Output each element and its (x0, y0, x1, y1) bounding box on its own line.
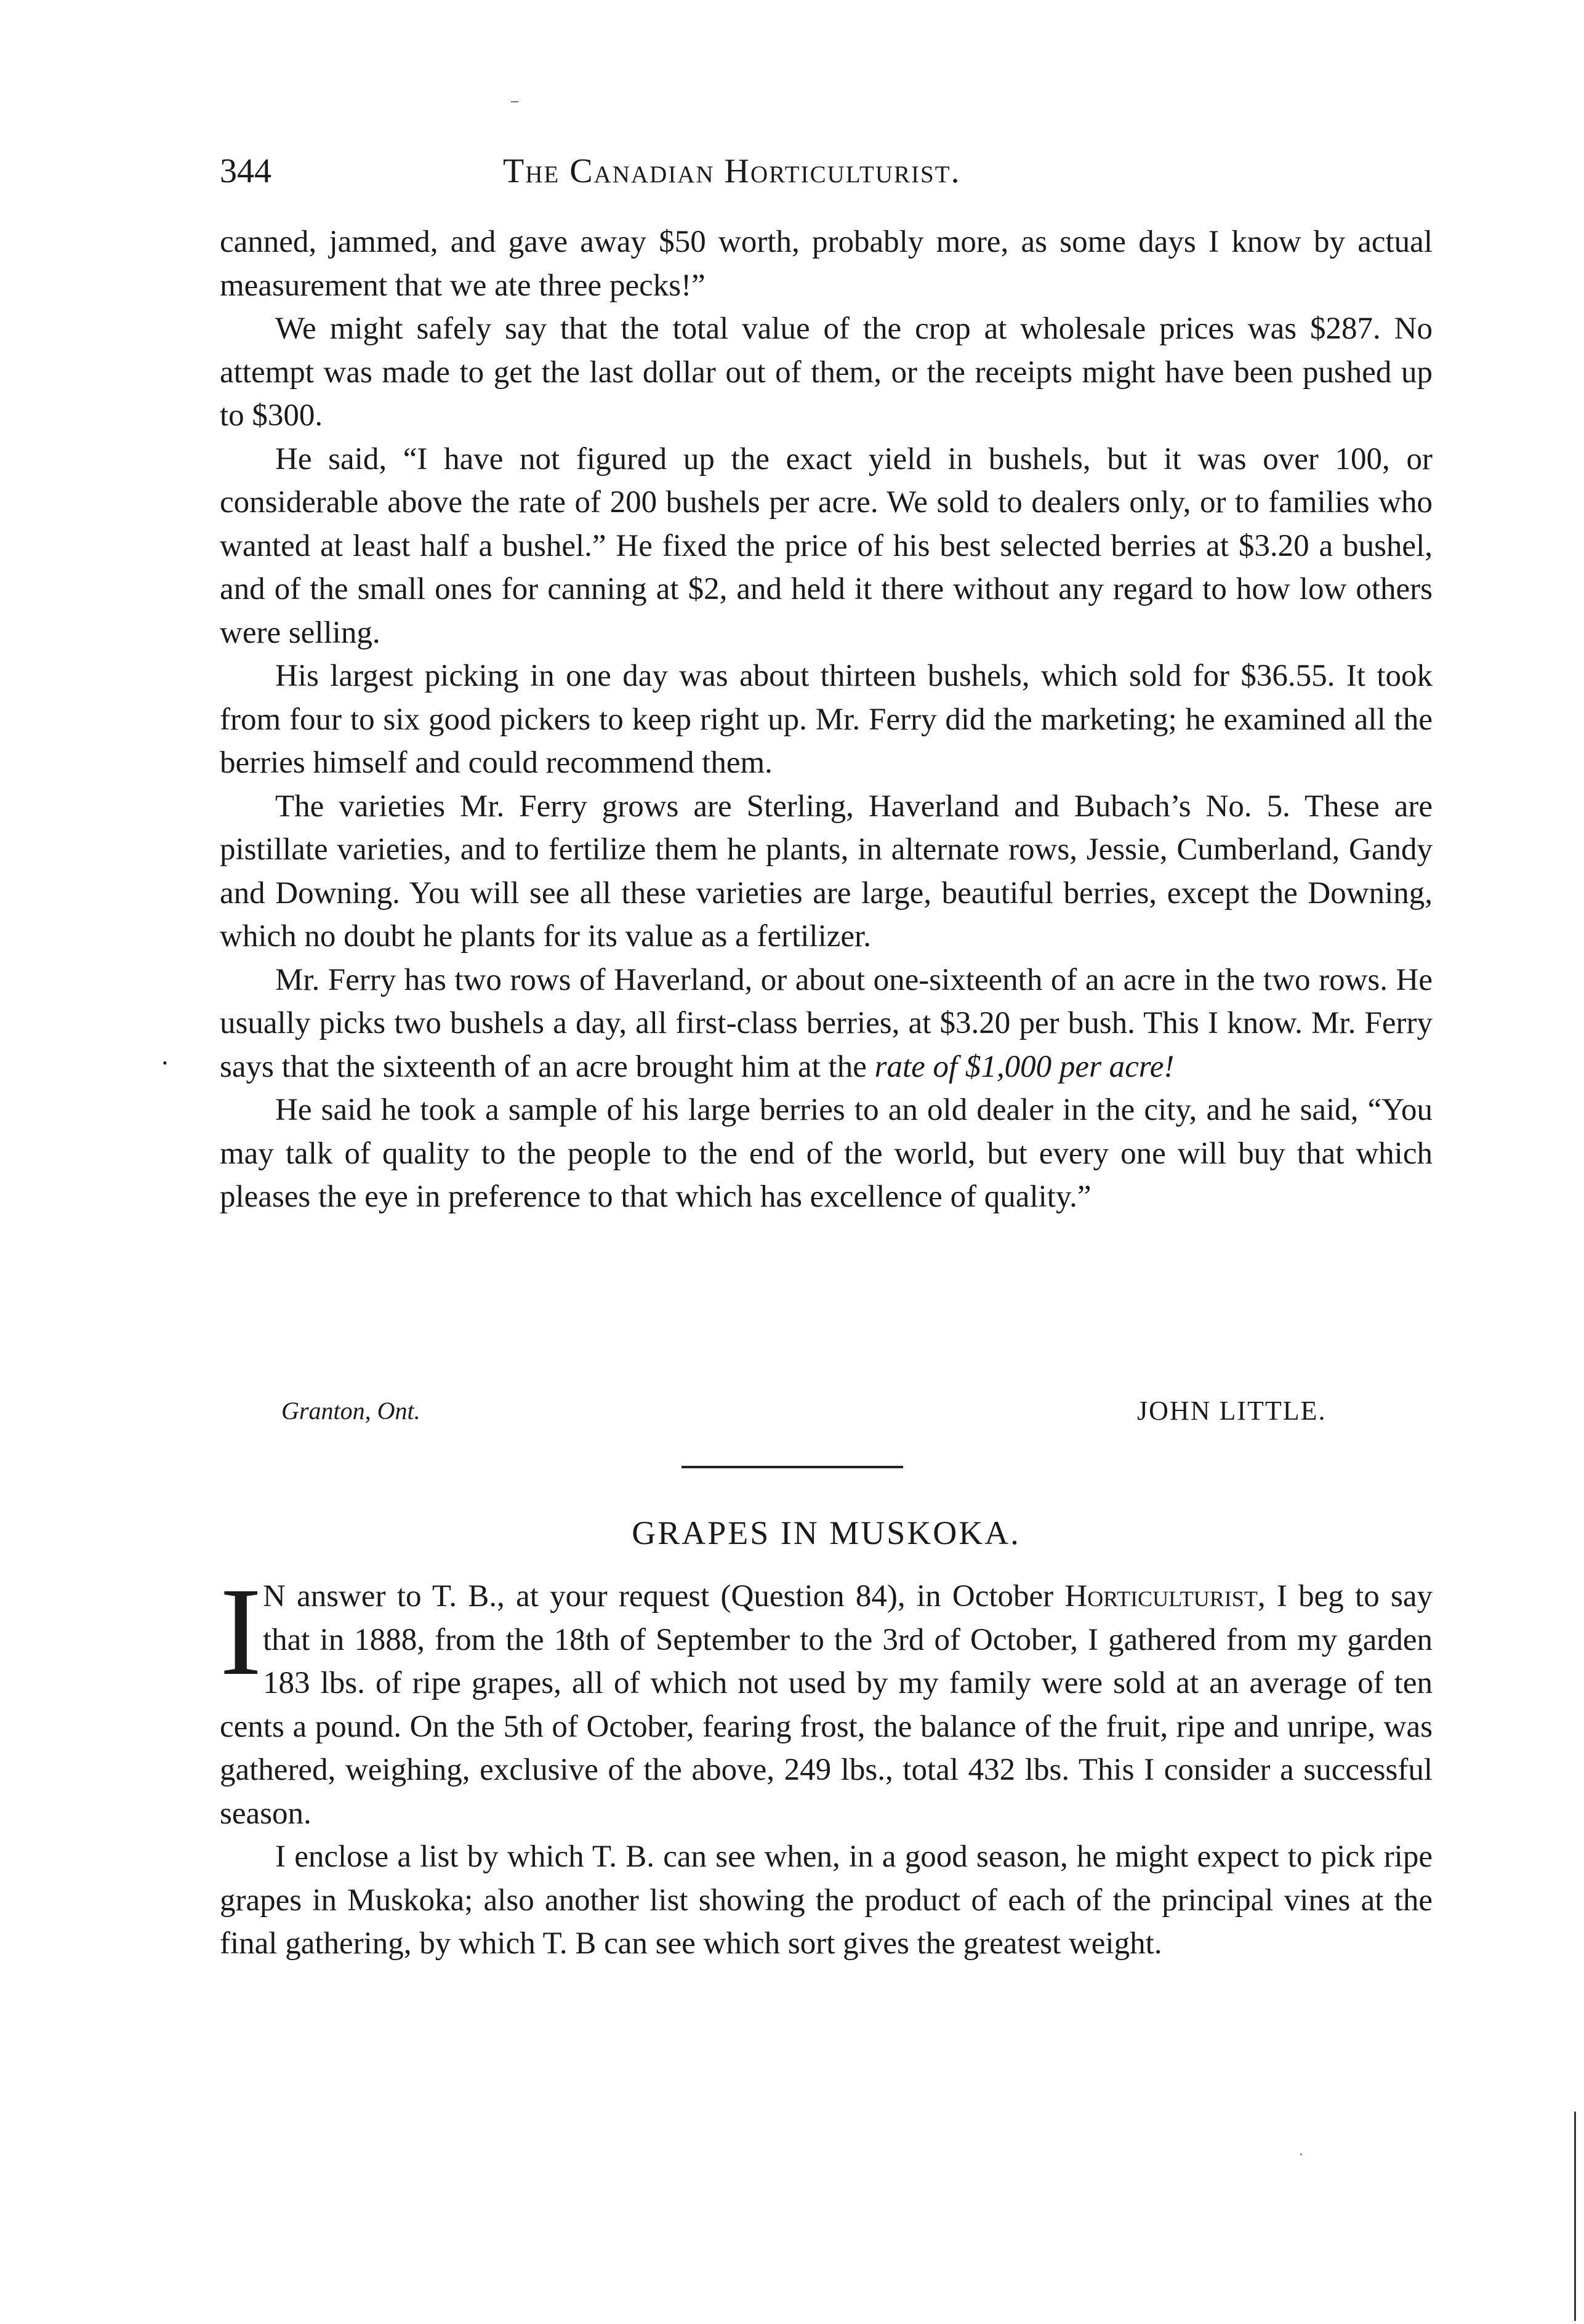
article-strawberries (220, 220, 1433, 1219)
margin-bullet-mark: • (163, 1055, 167, 1071)
stray-dot-mark: · (1299, 2148, 1303, 2161)
paragraph-2: We might safely say that the total value of the crop at wholesale prices was $287. No attempt was made to get the last dollar out of them, or the receipts might have been pushed up to $300. (220, 312, 1433, 433)
page-edge-line (1574, 2112, 1576, 2321)
paragraph-6 (220, 959, 1433, 1089)
stray-dash-mark: – (511, 93, 518, 109)
grapes-paragraph-2: I enclose a list by which T. B. can see when, in a good season, he might expect to pick ripe grapes in Muskoka; also another list showing the product of each of the principal vines at the final gathering, by which T. B can see which sort gives the greatest weight. (220, 1839, 1433, 1961)
grapes-paragraph-1-b: , I beg to say that in 1888, from the 18th of September to the 3rd of October, I gathered from my garden 183 lbs. of ripe grapes, all of which not used by my family were sold at an average of ten cents a pound. On the 5th of October, fearing frost, the balance of the fruit, ripe and unripe, was gathered, weighing, exclusive of the above, 249 lbs., total 432 lbs. This I consider a successful season. (220, 1579, 1433, 1831)
page-number: 344 (220, 152, 271, 190)
section-divider (681, 1466, 903, 1468)
paragraph-5: The varieties Mr. Ferry grows are Sterling, Haverland and Bubach’s No. 5. These are pistillate varieties, and to fertilize them he plants, in alternate rows, Jessie, Cumberland, Gandy and Downing. You will see all these varieties are large, beautiful berries, except the Downing, which no doubt he plants for its value as a fertilizer. (220, 789, 1433, 954)
drop-cap: I (220, 1562, 262, 1702)
signature-author: JOHN LITTLE. (1137, 1396, 1327, 1426)
running-header (220, 147, 1377, 196)
paragraph-1: canned, jammed, and gave away $50 worth, probably more, as some days I know by actual measurement that we ate three pecks!” (220, 225, 1433, 303)
running-title: The Canadian Horticulturist. (503, 152, 961, 190)
grapes-paragraph-1 (220, 1562, 1433, 1835)
paragraph-6-text: Mr. Ferry has two rows of Haverland, or about one-sixteenth of an acre in the two rows. He usually picks two bushels a day, all first-class berries, at $3.20 per bush. This I know. Mr. Ferry says that the sixteenth of an acre brought him at the (220, 962, 1433, 1084)
paragraph-6-italic: rate of $1,000 per acre! (874, 1049, 1175, 1084)
grapes-paragraph-1-a: N answer to T. B., at your request (Question 84), in October (263, 1579, 1065, 1614)
signature-place: Granton, Ont. (281, 1397, 420, 1425)
paragraph-4: His largest picking in one day was about thirteen bushels, which sold for $36.55. It took from four to six good pickers to keep right up. Mr. Ferry did the marketing; he examined all the berries himself and could recommend them. (220, 659, 1433, 780)
signature-line (220, 1393, 1377, 1429)
grapes-paragraph-1-smallcaps: Horticulturist (1064, 1579, 1258, 1614)
section-title: GRAPES IN MUSKOKA. (632, 1514, 1021, 1551)
article-grapes (220, 1562, 1433, 1966)
paragraph-7: He said he took a sample of his large berries to an old dealer in the city, and he said, “You may talk of quality to the people to the end of the world, but every one will buy that which pleases the eye in preference to that which has excellence of quality.” (220, 1093, 1433, 1214)
paragraph-3: He said, “I have not figured up the exact yield in bushels, but it was over 100, or considerable above the rate of 200 bushels per acre. We sold to dealers only, or to families who wanted at least half a bushel.” He fixed the price of his best selected berries at $3.20 a bushel, and of the small ones for canning at $2, and held it there without any regard to how low others were selling. (220, 441, 1433, 650)
